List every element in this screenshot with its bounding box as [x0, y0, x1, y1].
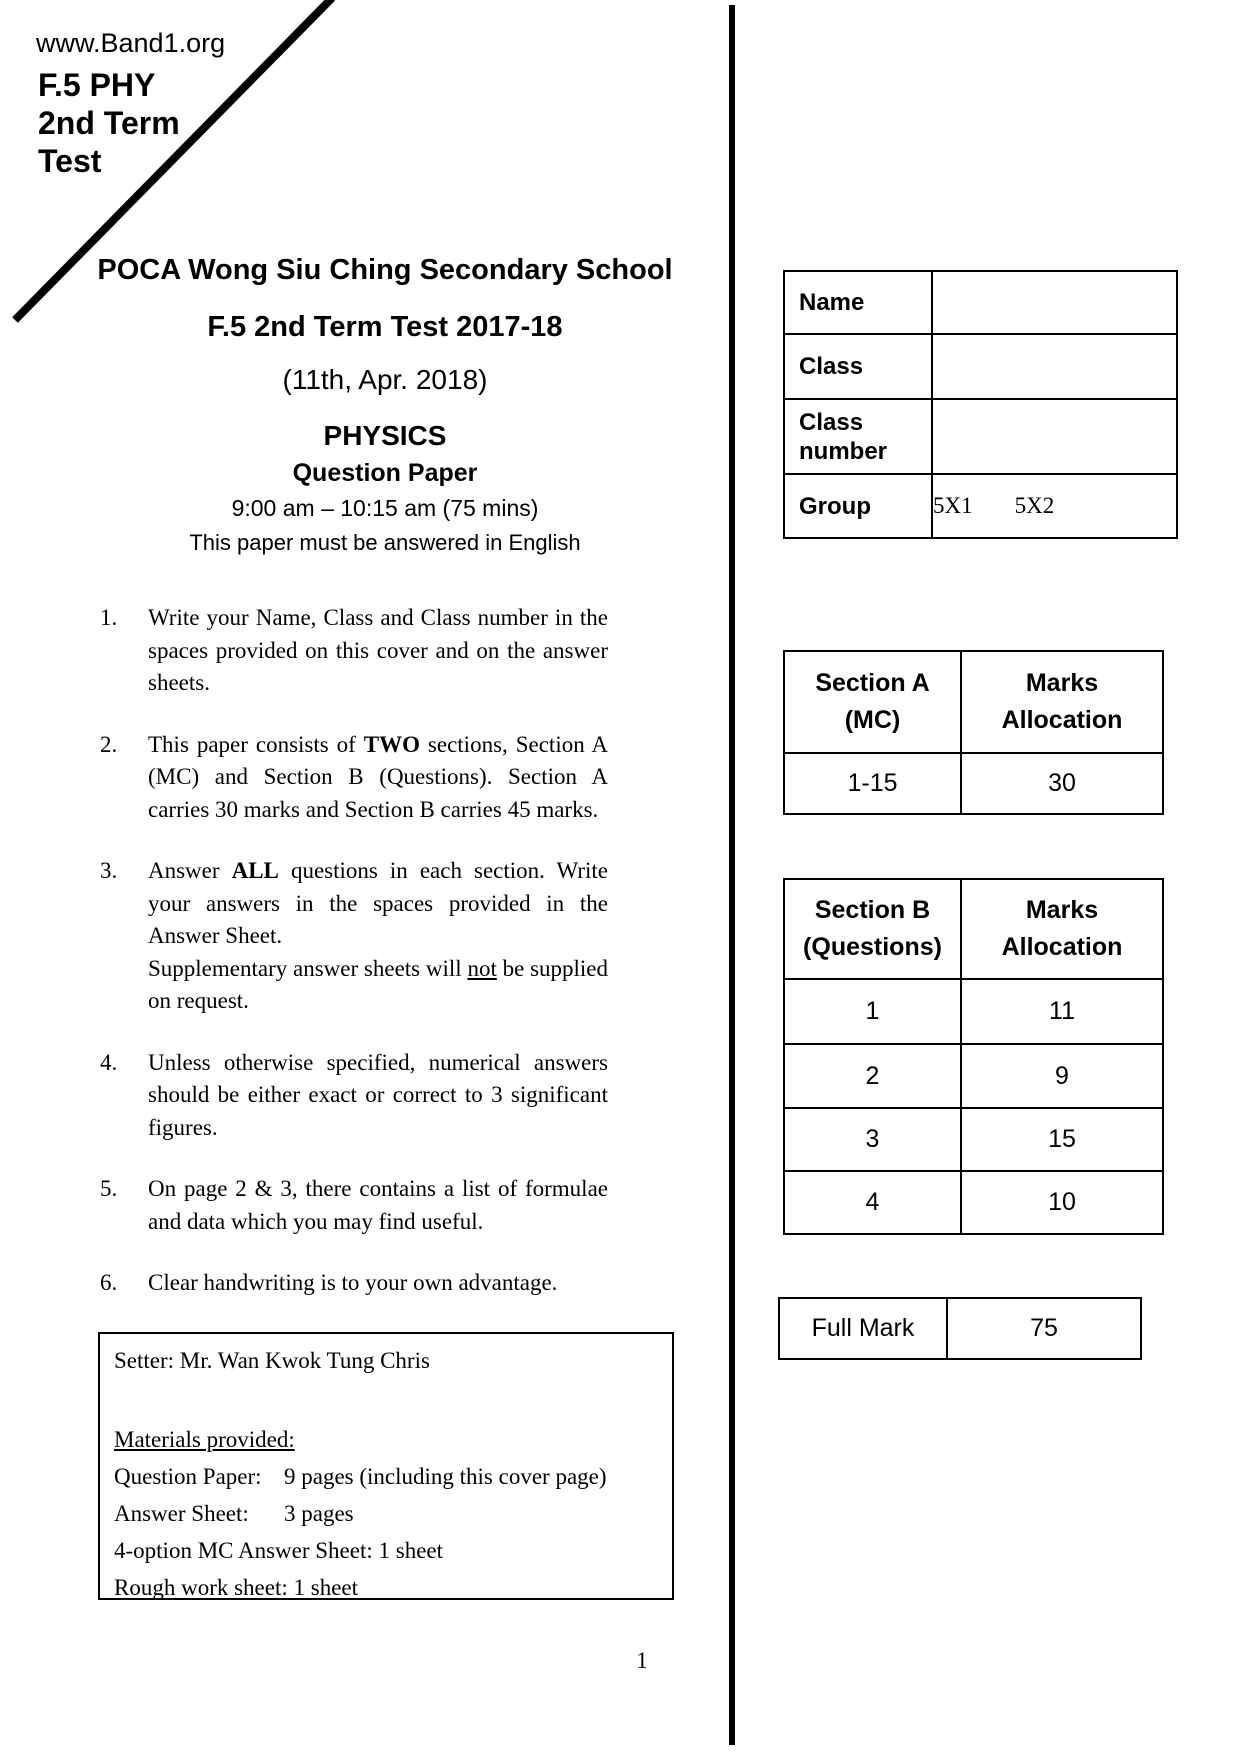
question-number-cell: 1	[784, 979, 961, 1044]
instructions-list	[100, 602, 608, 1329]
table-row	[784, 334, 1177, 399]
material-line-mc-answer-sheet	[114, 1532, 658, 1569]
table-row	[784, 1108, 1163, 1171]
material-value: 3 pages	[284, 1501, 354, 1526]
material-label: Answer Sheet:	[114, 1501, 249, 1526]
instruction-text: Clear handwriting is to your own advantage.	[148, 1270, 558, 1295]
instruction-number: 2.	[100, 731, 118, 757]
marks-header-line1: Marks	[1025, 669, 1099, 697]
marks-header-line1: Marks	[1025, 896, 1099, 924]
section-b-marks-table	[783, 878, 1164, 1235]
section-a-marks-table	[783, 650, 1164, 815]
class-label: Class	[784, 334, 932, 399]
name-input-cell	[932, 271, 1177, 334]
materials-heading: Materials provided:	[114, 1427, 295, 1452]
class-number-input-cell	[932, 399, 1177, 474]
table-row	[784, 1044, 1163, 1108]
watermark-url: www.Band1.org	[36, 28, 226, 58]
corner-title-line2: 2nd Term	[38, 105, 180, 141]
page-number: 1	[636, 1648, 648, 1673]
instruction-item-4	[100, 1047, 608, 1145]
marks-value-cell: 9	[961, 1044, 1163, 1108]
section-b-header-line2: (Questions)	[803, 933, 942, 961]
table-row	[784, 271, 1177, 334]
corner-title-line3: Test	[38, 143, 102, 179]
school-name: POCA Wong Siu Ching Secondary School	[97, 254, 673, 286]
setter-materials-box	[98, 1332, 674, 1600]
class-number-label: Class number	[784, 399, 932, 474]
table-row	[784, 1171, 1163, 1234]
instruction-item-2	[100, 729, 608, 827]
marks-value-cell: 30	[961, 753, 1163, 814]
table-row	[784, 979, 1163, 1044]
language-note: This paper must be answered in English	[189, 530, 581, 555]
section-a-header-line1: Section A	[815, 669, 930, 697]
section-a-header-line2: (MC)	[844, 706, 901, 734]
full-mark-table	[778, 1297, 1142, 1360]
marks-value-cell: 11	[961, 979, 1163, 1044]
instruction-text: Answer ALL questions in each section. Write your answers in the spaces provided in the Answer Sheet. Supplementary answer sheets will not be supplied on request.	[148, 858, 609, 1013]
group-options-cell	[932, 474, 1177, 538]
instruction-number: 5.	[100, 1176, 118, 1201]
instruction-number: 1.	[100, 605, 118, 630]
instruction-item-1	[100, 602, 608, 700]
section-b-header-line1: Section B	[814, 896, 931, 924]
question-number-cell: 3	[784, 1108, 961, 1171]
full-mark-value-cell: 75	[947, 1298, 1141, 1359]
full-mark-label-cell: Full Mark	[779, 1298, 947, 1359]
material-label: Rough work sheet:	[114, 1575, 288, 1600]
material-label: Question Paper:	[114, 1464, 262, 1489]
class-input-cell	[932, 334, 1177, 399]
instruction-text: Write your Name, Class and Class number in the spaces provided on this cover and on the answer sheets.	[148, 605, 608, 695]
table-header-row	[784, 879, 1163, 979]
question-number-cell: 2	[784, 1044, 961, 1108]
instruction-item-5	[100, 1173, 608, 1238]
table-row	[779, 1298, 1141, 1359]
instruction-text: On page 2 & 3, there contains a list of formulae and data which you may find useful.	[148, 1176, 608, 1234]
material-line-answer-sheet	[114, 1495, 658, 1532]
student-info-table	[783, 270, 1178, 539]
table-row	[784, 474, 1177, 538]
marks-header-line2: Allocation	[1001, 706, 1123, 734]
spacer	[114, 1379, 658, 1421]
table-row	[784, 753, 1163, 814]
question-range-cell: 1-15	[784, 753, 961, 814]
material-value: 1 sheet	[378, 1538, 444, 1563]
marks-header-line2: Allocation	[1001, 933, 1123, 961]
setter-line: Setter: Mr. Wan Kwok Tung Chris	[114, 1348, 430, 1373]
material-value: 9 pages (including this cover page)	[284, 1464, 607, 1489]
instruction-number: 6.	[100, 1270, 118, 1295]
material-line-question-paper	[114, 1458, 658, 1495]
table-header-row	[784, 651, 1163, 753]
question-number-cell: 4	[784, 1171, 961, 1234]
corner-title-block	[38, 66, 180, 180]
marks-allocation-header-cell	[961, 651, 1163, 753]
test-date: (11th, Apr. 2018)	[282, 364, 488, 395]
material-label: 4-option MC Answer Sheet:	[114, 1538, 373, 1563]
paper-type: Question Paper	[292, 459, 478, 487]
subject-name: PHYSICS	[323, 420, 447, 451]
material-value: 1 sheet	[293, 1575, 359, 1600]
group-option-5x2: 5X2	[1014, 493, 1055, 518]
name-label: Name	[784, 271, 932, 334]
instruction-item-3	[100, 855, 608, 1018]
instruction-text: This paper consists of TWO sections, Section A (MC) and Section B (Questions). Section A carries 30 marks and Section B carries 45 marks.	[148, 731, 608, 822]
test-title: F.5 2nd Term Test 2017-18	[207, 311, 563, 343]
exam-time: 9:00 am – 10:15 am (75 mins)	[231, 495, 539, 521]
instruction-item-6	[100, 1267, 608, 1300]
marks-value-cell: 10	[961, 1171, 1163, 1234]
exam-header	[60, 252, 710, 558]
group-label: Group	[784, 474, 932, 538]
material-line-rough-work-sheet	[114, 1569, 658, 1606]
corner-title-line1: F.5 PHY	[38, 67, 156, 103]
section-b-header-cell	[784, 879, 961, 979]
marks-value-cell: 15	[961, 1108, 1163, 1171]
table-row	[784, 399, 1177, 474]
instruction-number: 4.	[100, 1049, 118, 1075]
instruction-text: Unless otherwise specified, numerical answers should be either exact or correct to 3 significant figures.	[148, 1049, 608, 1140]
vertical-divider-line	[729, 5, 735, 1745]
group-option-5x1: 5X1	[933, 493, 973, 518]
instruction-number: 3.	[100, 858, 118, 883]
marks-allocation-header-cell	[961, 879, 1163, 979]
section-a-header-cell	[784, 651, 961, 753]
